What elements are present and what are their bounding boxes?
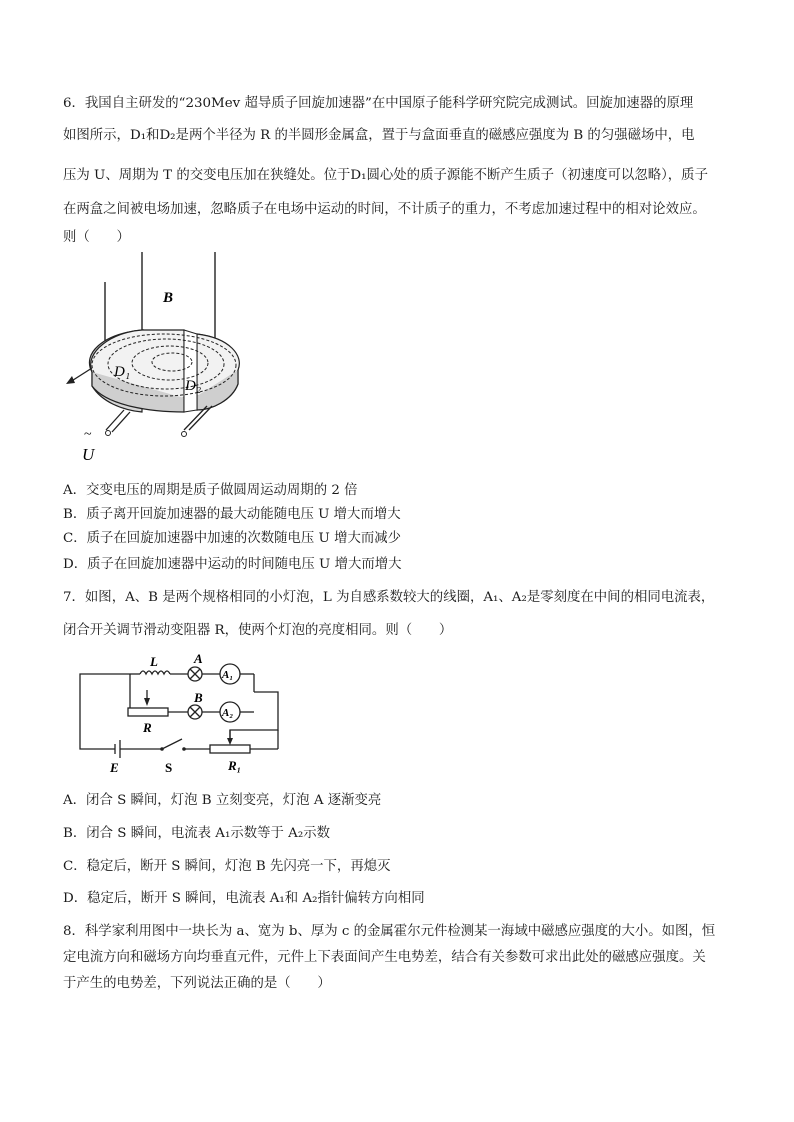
battery-label-e: E [110, 760, 119, 775]
q7-stem-line2: 闭合开关调节滑动变阻器 R，使两个灯泡的亮度相同。则（ ） [63, 623, 453, 638]
voltage-label-u: U [82, 445, 95, 464]
q6-stem-line5: 则（ ） [63, 230, 130, 245]
q6-option-c: C．质子在回旋加速器中加速的次数随电压 U 增大而减少 [63, 531, 402, 546]
q7-stem-line1: 7．如图，A、B 是两个规格相同的小灯泡，L 为自感系数较大的线圈，A₁、A₂是零刻度在中间的相同电流表， [63, 590, 715, 605]
q6-stem-line4: 在两盒之间被电场加速，忽略质子在电场中运动的时间，不计质子的重力，不考虑加速过程中的相对论效应。 [63, 202, 706, 217]
field-label-b: B [163, 290, 174, 306]
q7-option-c: C．稳定后，断开 S 瞬间，灯泡 B 先闪亮一下，再熄灭 [63, 859, 391, 874]
q8-stem-line3: 于产生的电势差，下列说法正确的是（ ） [63, 976, 331, 991]
cyclotron-figure [62, 250, 242, 465]
ammeter-label-a1: A₁ [222, 669, 234, 681]
q7-option-a: A．闭合 S 瞬间，灯泡 B 立刻变亮，灯泡 A 逐渐变亮 [63, 793, 382, 808]
q8-stem-line1: 8．科学家利用图中一块长为 a、宽为 b、厚为 c 的金属霍尔元件检测某一海域中磁感应强度的大小。如图，恒 [63, 924, 716, 939]
coil-label-l: L [150, 654, 158, 669]
q6-option-d: D．质子在回旋加速器中运动的时间随电压 U 增大而增大 [63, 557, 402, 572]
tilde-glyph: ~ [84, 427, 92, 442]
switch-label-s: S [165, 760, 173, 775]
q7-option-d: D．稳定后，断开 S 瞬间，电流表 A₁和 A₂指针偏转方向相同 [63, 891, 425, 906]
lamp-label-b: B [194, 690, 203, 705]
q6-stem-line2: 如图所示，D₁和D₂是两个半径为 R 的半圆形金属盒，置于与盒面垂直的磁感应强度为 B 的匀强磁场中，电 [63, 128, 695, 143]
rheostat-label-r: R [143, 720, 152, 735]
d1-label: D₁ [114, 364, 131, 380]
ammeter-label-a2: A₂ [222, 707, 234, 719]
q8-stem-line2: 定电流方向和磁场方向均垂直元件，元件上下表面间产生电势差，结合有关参数可求出此处的磁感应强度。关 [63, 950, 706, 965]
lamp-label-a: A [194, 652, 203, 666]
q6-stem-line3: 压为 U、周期为 T 的交变电压加在狭缝处。位于D₁圆心处的质子源能不断产生质子（初速度可以忽略），质子 [63, 168, 708, 183]
rheostat-label-r1: R₁ [228, 758, 242, 773]
d2-label: D₂ [185, 378, 202, 394]
q6-option-b: B．质子离开回旋加速器的最大动能随电压 U 增大而增大 [63, 507, 401, 522]
circuit-figure [70, 652, 290, 776]
q6-stem-line1: 6．我国自主研发的“230Mev 超导质子回旋加速器”在中国原子能科学研究院完成测试。回旋加速器的原理 [63, 96, 694, 111]
q7-option-b: B．闭合 S 瞬间，电流表 A₁示数等于 A₂示数 [63, 826, 330, 841]
q6-option-a: A．交变电压的周期是质子做圆周运动周期的 2 倍 [63, 483, 358, 498]
